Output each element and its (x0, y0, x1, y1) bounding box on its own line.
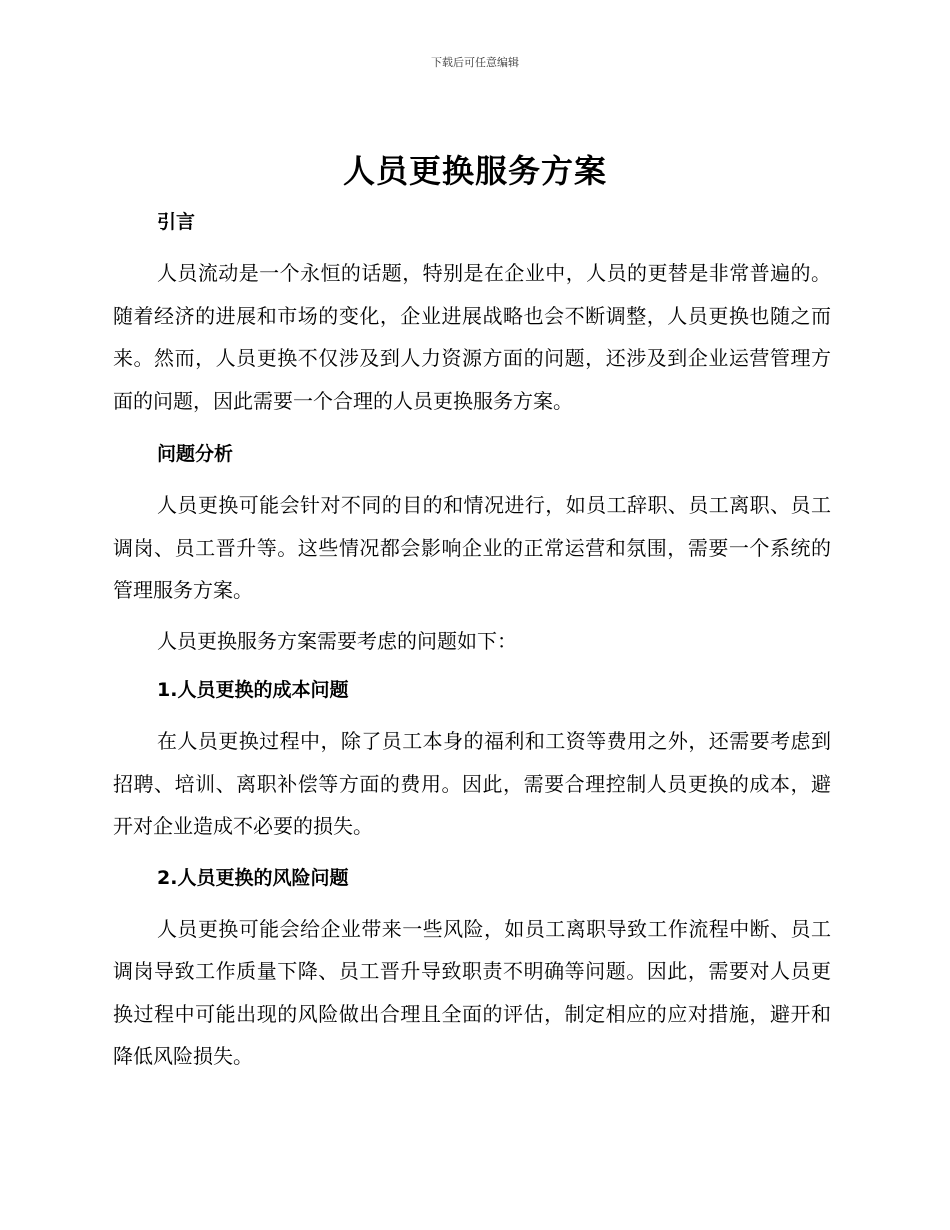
section-heading-intro: 引言 (157, 211, 196, 233)
paragraph-intro: 人员流动是一个永恒的话题，特别是在企业中，人员的更替是非常普遍的。随着经济的进展和市场的变化，企业进展战略也会不断调整，人员更换也随之而来。然而，人员更换不仅涉及到人力资源方面的问题，还涉及到企业运营管理方面的问题，因此需要一个合理的人员更换服务方案。 (113, 261, 831, 413)
section-heading-cost: 1.人员更换的成本问题 (157, 679, 349, 701)
paragraph-analysis: 人员更换可能会针对不同的目的和情况进行，如员工辞职、员工离职、员工调岗、员工晋升等。这些情况都会影响企业的正常运营和氛围，需要一个系统的管理服务方案。 (113, 493, 831, 602)
paragraph-risk: 人员更换可能会给企业带来一些风险，如员工离职导致工作流程中断、员工调岗导致工作质量下降、员工晋升导致职责不明确等问题。因此，需要对人员更换过程中可能出现的风险做出合理且全面的评估，制定相应的应对措施，避开和降低风险损失。 (113, 916, 831, 1068)
section-heading-analysis: 问题分析 (157, 443, 234, 465)
document-body (113, 200, 831, 1078)
paragraph-cost: 在人员更换过程中，除了员工本身的福利和工资等费用之外，还需要考虑到招聘、培训、离职补偿等方面的费用。因此，需要合理控制人员更换的成本，避开对企业造成不必要的损失。 (113, 729, 831, 838)
page-header-note: 下载后可任意编辑 (431, 56, 519, 69)
paragraph-considerations: 人员更换服务方案需要考虑的问题如下： (157, 628, 517, 653)
section-heading-risk: 2.人员更换的风险问题 (157, 866, 349, 889)
document-title: 人员更换服务方案 (342, 152, 607, 190)
